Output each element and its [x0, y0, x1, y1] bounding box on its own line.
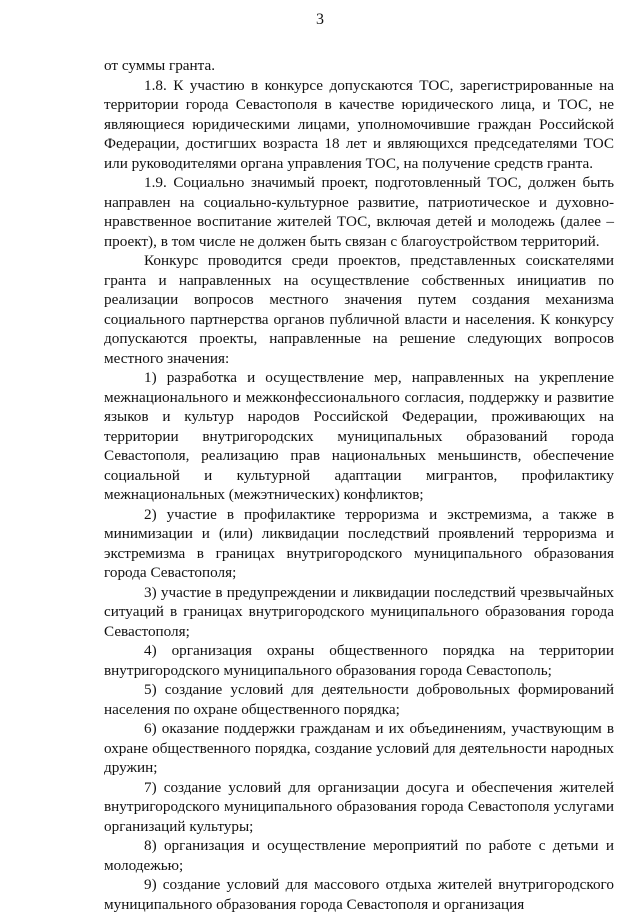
list-item-7: 7) создание условий для организации досуга и обеспечения жителей внутригородского муниципального образования города Севастополя услугами организаций культуры; — [104, 778, 614, 835]
list-item-2: 2) участие в профилактике терроризма и экстремизма, а также в минимизации и (или) ликвидации последствий проявлений терроризма и экстремизма в границах внутригородского муниципального образования города Севастополя; — [104, 505, 614, 581]
paragraph-1-9: 1.9. Социально значимый проект, подготовленный ТОС, должен быть направлен на социально-культурное развитие, патриотическое и духовно-нравственное воспитание жителей ТОС, включая детей и молодежь (далее – проект), в том числе не должен быть связан с благоустройством территорий. — [104, 174, 614, 250]
paragraph-1-8: 1.8. К участию в конкурсе допускаются ТОС, зарегистрированные на территории города Севастополя в качестве юридического лица, и ТОС, не являющиеся юридическими лицами, уполномочившие граждан Российской Федерации, достигших возраста 18 лет и являющихся председателями ТОС или руководителями органа управления ТОС, на получение средств гранта. — [104, 76, 614, 172]
paragraph-contest-intro: Конкурс проводится среди проектов, представленных соискателями гранта и направленных на осуществление собственных инициатив по реализации вопросов местного значения путем создания механизма социального партнерства органов публичной власти и населения. К конкурсу допускаются проекты, направленные на решение следующих вопросов местного значения: — [104, 252, 614, 367]
list-item-6: 6) оказание поддержки гражданам и их объединениям, участвующим в охране общественного порядка, создание условий для деятельности народных дружин; — [104, 720, 614, 776]
document-body — [104, 56, 614, 914]
list-item-3: 3) участие в предупреждении и ликвидации последствий чрезвычайных ситуаций в границах внутригородского муниципального образования города Севастополя; — [104, 583, 614, 640]
paragraph-grant-sum-end: от суммы гранта. — [104, 57, 216, 74]
list-item-4: 4) организация охраны общественного порядка на территории внутригородского муниципального образования города Севастополь; — [104, 642, 614, 679]
list-item-5: 5) создание условий для деятельности добровольных формирований населения по охране общественного порядка; — [104, 681, 614, 718]
list-item-1: 1) разработка и осуществление мер, направленных на укрепление межнационального и межконфессионального согласия, поддержку и развитие языков и культур народов Российской Федерации, проживающих на территории внутригородских муниципальных образований города Севастополя, реализацию прав национальных меньшинств, обеспечение социальной и культурной адаптации мигрантов, профилактику межнациональных (межэтнических) конфликтов; — [104, 369, 614, 503]
page-number: 3 — [316, 11, 324, 28]
list-item-8: 8) организация и осуществление мероприятий по работе с детьми и молодежью; — [104, 837, 614, 874]
list-item-9: 9) создание условий для массового отдыха жителей внутригородского муниципального образования города Севастополя и организация — [104, 876, 614, 913]
